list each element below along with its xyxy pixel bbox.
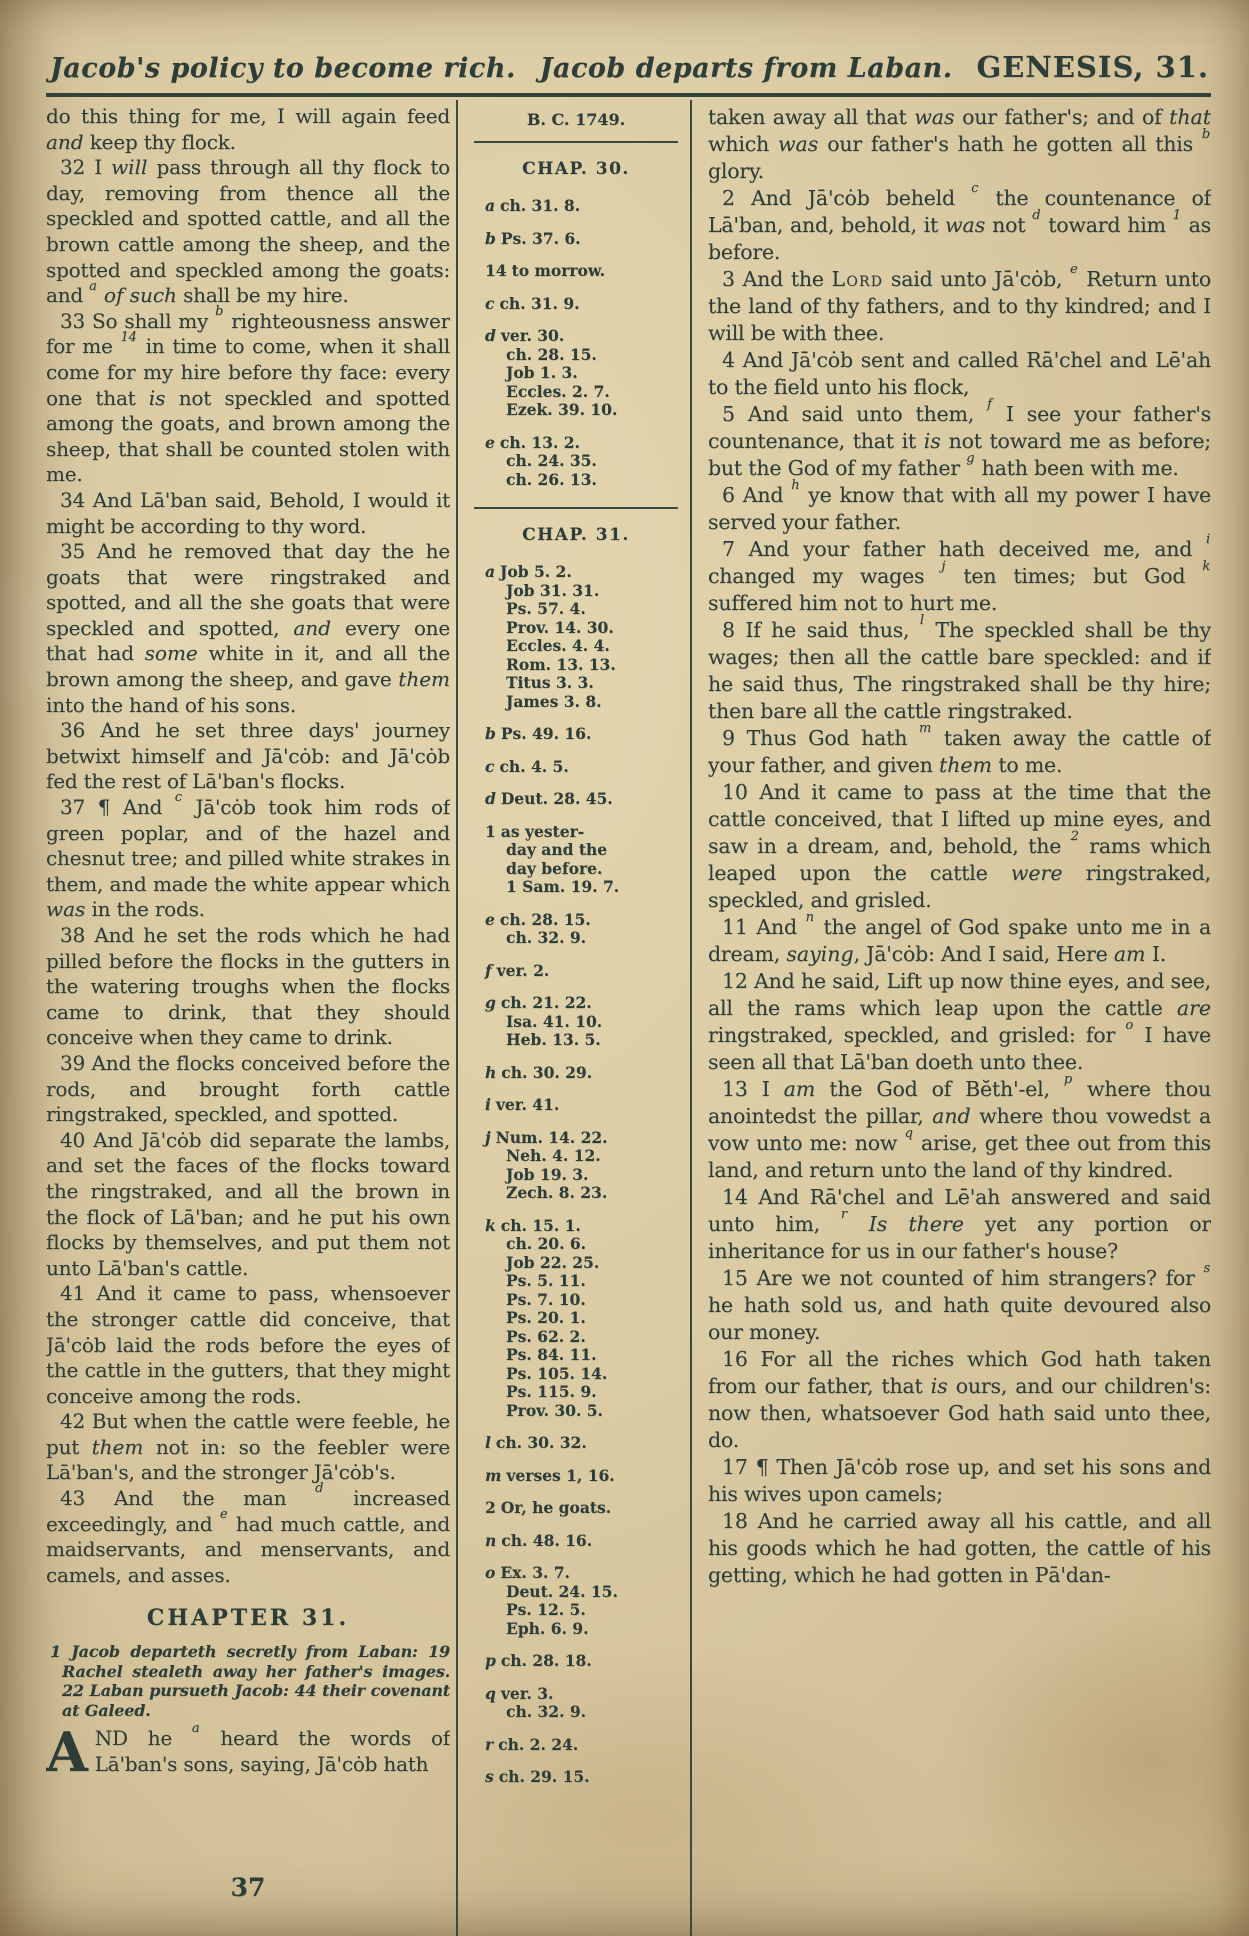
cross-reference: d Deut. 28. 45. <box>485 789 613 808</box>
cross-reference: 14 to morrow. <box>485 261 606 280</box>
verse-paragraph: 43 And the man $^d$ increased exceedingly, and $^e$ had much cattle, and maidservants, and menservants, and camels, and asses. <box>46 1481 450 1587</box>
cross-reference: c ch. 4. 5. <box>485 756 569 776</box>
cross-reference: 1 as yester- day and the day before. 1 Sam. 19. 7. <box>485 821 620 896</box>
cross-reference: m verses 1, 16. <box>485 1465 615 1485</box>
reference-tag: g <box>485 993 496 1012</box>
cross-reference: f ver. 2. <box>485 960 550 980</box>
reference-tag: r <box>485 1734 494 1754</box>
reference-tag: p <box>485 1651 496 1670</box>
verse-paragraph: 3 And the Lord said unto Jā'cȯb, $^e$ Return unto the land of thy fathers, and to thy kindred; and I will be with thee. <box>708 262 1211 345</box>
verse-paragraph: do this thing for me, I will again feed and keep thy flock. <box>46 104 450 154</box>
verse-paragraph: 16 For all the riches which God hath taken from our father, that is ours, and our children's: now then, whatsoever God hath said unto thee, do. <box>708 1347 1211 1452</box>
verse-paragraph: 42 But when the cattle were feeble, he put them not in: so the feebler were Lā'ban's, and the stronger Jā'cȯb's. <box>46 1409 450 1485</box>
verse-paragraph: 41 And it came to pass, whensoever the stronger cattle did conceive, that Jā'cȯb laid the rods before the eyes of the cattle in the gutters, that they might conceive among the rods. <box>46 1281 450 1408</box>
verse-paragraph: 39 And the flocks conceived before the rods, and brought forth cattle ringstraked, speckled, and spotted. <box>46 1050 450 1127</box>
verse-paragraph: taken away all that was our father's; and of that which was our father's hath he gotten all this $^b$ glory. <box>708 105 1211 183</box>
section-rule <box>474 507 678 509</box>
verse-paragraph: 5 And said unto them, $^f$ I see your father's countenance, that it is not toward me as before; but the God of my father $^g$ hath been with me. <box>708 397 1211 480</box>
drop-cap: A <box>46 1720 88 1785</box>
reference-tag: 2 <box>485 1498 496 1517</box>
verse-paragraph: 15 Are we not counted of him strangers? for $^s$ he hath sold us, and hath quite devoured also our money. <box>708 1261 1211 1344</box>
reference-tag: b <box>485 724 496 743</box>
verse-paragraph: 13 I am the God of Bĕth'-el, $^p$ where thou anointedst the pillar, and where thou vowedst a vow unto me: now $^q$ arise, get thee out from this land, and return unto the land of thy kindred. <box>708 1072 1211 1182</box>
reference-tag: j <box>485 1127 491 1147</box>
cross-reference: p ch. 28. 18. <box>485 1651 592 1670</box>
verse-paragraph: 35 And he removed that day the he goats that were ringstraked and spotted, and all the she goats that were speckled and spotted, and every one that had some white in it, and all the brown among the sheep, and gave them into the hand of his sons. <box>46 539 450 717</box>
verse-paragraph: 14 And Rā'chel and Lē'ah answered and said unto him, $^r$ Is there yet any portion or inheritance for us in our father's house? <box>708 1185 1211 1263</box>
cross-reference: g ch. 21. 22. Isa. 41. 10. Heb. 13. 5. <box>485 993 603 1049</box>
cross-reference: r ch. 2. 24. <box>485 1734 579 1754</box>
reference-tag: k <box>485 1215 496 1235</box>
cross-reference: a ch. 31. 8. <box>485 196 581 215</box>
reference-tag: f <box>485 960 492 980</box>
running-head <box>50 50 1209 84</box>
reference-tag: d <box>485 789 496 808</box>
reference-tag: n <box>485 1530 497 1550</box>
cross-reference: s ch. 29. 15. <box>485 1767 590 1786</box>
verse-paragraph: 10 And it came to pass at the time that the cattle conceived, that I lifted up mine eyes, and saw in a dream, and, behold, the $^2$ rams which leaped upon the cattle were ringstraked, speckled, and grisled. <box>708 780 1211 912</box>
cross-reference: j Num. 14. 22. Neh. 4. 12. Job 19. 3. Zech. 8. 23. <box>485 1127 608 1202</box>
summary: 1 Jacob departeth secretly from Laban: 19 Rachel stealeth away her father's images. 22 Laban pursueth Jacob: 44 their covenant at Galeed. <box>50 1642 450 1720</box>
reference-tag: l <box>485 1433 491 1452</box>
cross-reference: d ver. 30. ch. 28. 15. Job 1. 3. Eccles. 2. 7. Ezek. 39. 10. <box>485 326 618 419</box>
reference-entries <box>472 159 680 1787</box>
running-title-left: Jacob's policy to become rich. <box>50 53 516 84</box>
reference-tag: i <box>485 1095 491 1114</box>
reference-tag: 14 <box>485 261 507 280</box>
verse-paragraph: 32 I will pass through all thy flock to day, removing from thence all the speckled and spotted cattle, and all the brown cattle among the sheep, and the spotted and speckled among the goats: and $^a$ of such shall be my hire. <box>46 155 450 308</box>
cross-reference: o Ex. 3. 7. Deut. 24. 15. Ps. 12. 5. Eph. 6. 9. <box>485 1563 618 1638</box>
running-title-right: Jacob departs from Laban. <box>539 53 953 84</box>
verse-paragraph: 34 And Lā'ban said, Behold, I would it might be according to thy word. <box>46 487 450 538</box>
cross-reference: h ch. 30. 29. <box>485 1062 593 1082</box>
header-rule <box>46 93 1211 97</box>
reference-tag: a <box>485 562 496 581</box>
cross-reference: k ch. 15. 1. ch. 20. 6. Job 22. 25. Ps. 5. 11. Ps. 7. 10. Ps. 20. 1. Ps. 62. 2. Ps. 84. 11. Ps. 105. 14. Ps. 115. 9. Prov. 30. 5. <box>485 1215 608 1420</box>
chapter-ref-heading: CHAP. 31. <box>522 525 630 545</box>
verse-paragraph: 18 And he carried away all his cattle, and all his goods which he had gotten, the cattle of his getting, which he had gotten in Pā'dan- <box>708 1509 1211 1587</box>
bc-date: B. C. 1749. <box>526 110 626 129</box>
cross-reference: n ch. 48. 16. <box>485 1530 593 1550</box>
reference-tag: b <box>485 228 496 248</box>
dropcap: AND he $^a$ heard the words of Lā'ban's sons, saying, Jā'cȯb hath <box>46 1720 450 1785</box>
verse-paragraph: 11 And $^n$ the angel of God spake unto me in a dream, saying, Jā'cȯb: And I said, Here am I. <box>708 910 1211 966</box>
verse-paragraph: 33 So shall my $^b$ righteousness answer for me $^{14}$ in time to come, when it shall come for my hire before thy face: every one that is not speckled and spotted among the goats, and brown among the sheep, that shall be counted stolen with me. <box>46 304 450 487</box>
chapter-heading: CHAPTER 31. <box>146 1605 350 1632</box>
verse-paragraph: 17 ¶ Then Jā'cȯb rose up, and set his sons and his wives upon camels; <box>708 1455 1211 1506</box>
book-chapter-label: GENESIS, 31. <box>976 50 1209 84</box>
verse-paragraph: 6 And $^h$ ye know that with all my power I have served your father. <box>708 478 1211 534</box>
cross-reference: b Ps. 37. 6. <box>485 228 581 248</box>
reference-tag: d <box>485 326 496 345</box>
reference-column <box>456 100 692 1936</box>
verse-paragraph: 8 If he said thus, $^l$ The speckled shall be thy wages; then all the cattle bare speckled: and if he said thus, The ringstraked shall be thy hire; then bare all the cattle ringstraked. <box>708 613 1211 723</box>
reference-tag: m <box>485 1465 502 1485</box>
cross-reference: b Ps. 49. 16. <box>485 724 592 743</box>
reference-tag: e <box>485 909 495 929</box>
reference-rule <box>474 141 678 143</box>
right-text-column <box>698 100 1211 1936</box>
reference-tag: h <box>485 1062 497 1082</box>
cross-reference: q ver. 3. ch. 32. 9. <box>485 1683 587 1721</box>
reference-tag: a <box>485 196 496 215</box>
verse-paragraph: 9 Thus God hath $^m$ taken away the cattle of your father, and given them to me. <box>708 721 1211 777</box>
page-number: 37 <box>230 1873 266 1902</box>
cross-reference: c ch. 31. 9. <box>485 293 580 313</box>
verse-paragraph: 37 ¶ And $^c$ Jā'cȯb took him rods of green poplar, and of the hazel and chesnut tree; and pilled white strakes in them, and made the white appear which was in the rods. <box>46 790 450 922</box>
reference-tag: o <box>485 1563 496 1582</box>
chapter-ref-heading: CHAP. 30. <box>522 159 630 179</box>
cross-reference: i ver. 41. <box>485 1095 560 1114</box>
left-text-column <box>46 100 450 1936</box>
verse-paragraph: 38 And he set the rods which he had pilled before the flocks in the gutters in the watering troughs when the flocks came to drink, that they should conceive when they came to drink. <box>46 923 450 1050</box>
reference-tag: e <box>485 432 495 452</box>
reference-tag: c <box>485 756 495 776</box>
verse-paragraph: 2 And Jā'cȯb beheld $^c$ the countenance of Lā'ban, and, behold, it was not $^d$ toward him $^1$ as before. <box>708 181 1211 264</box>
reference-tag: s <box>485 1767 494 1786</box>
cross-reference: e ch. 28. 15. ch. 32. 9. <box>485 909 591 947</box>
verse-paragraph: 36 And he set three days' journey betwixt himself and Jā'cȯb: and Jā'cȯb fed the rest of Lā'ban's flocks. <box>46 718 450 794</box>
verse-paragraph: 4 And Jā'cȯb sent and called Rā'chel and Lē'ah to the field unto his flock, <box>708 348 1211 399</box>
verse-paragraph: 40 And Jā'cȯb did separate the lambs, and set the faces of the flocks toward the ringstraked, and all the brown in the flock of Lā'ban; and he put his own flocks by themselves, and put them not unto Lā'ban's cattle. <box>46 1127 450 1280</box>
verse-paragraph: 12 And he said, Lift up now thine eyes, and see, all the rams which leap upon the cattle are ringstraked, speckled, and grisled: for $^o$ I have seen all that Lā'ban doeth unto thee. <box>708 969 1211 1074</box>
cross-reference: 2 Or, he goats. <box>485 1498 612 1517</box>
cross-reference: a Job 5. 2. Job 31. 31. Ps. 57. 4. Prov. 14. 30. Eccles. 4. 4. Rom. 13. 13. Titus 3. 3. James 3. 8. <box>485 562 616 711</box>
page-columns <box>46 100 1211 1936</box>
reference-tag: q <box>485 1683 496 1703</box>
cross-reference: e ch. 13. 2. ch. 24. 35. ch. 26. 13. <box>485 432 597 489</box>
cross-reference: l ch. 30. 32. <box>485 1433 587 1452</box>
reference-tag: 1 <box>485 821 496 841</box>
verse-paragraph: 7 And your father hath deceived me, and $^i$ changed my wages $^j$ ten times; but God $^k$ suffered him not to hurt me. <box>708 532 1210 615</box>
reference-tag: c <box>485 293 495 313</box>
